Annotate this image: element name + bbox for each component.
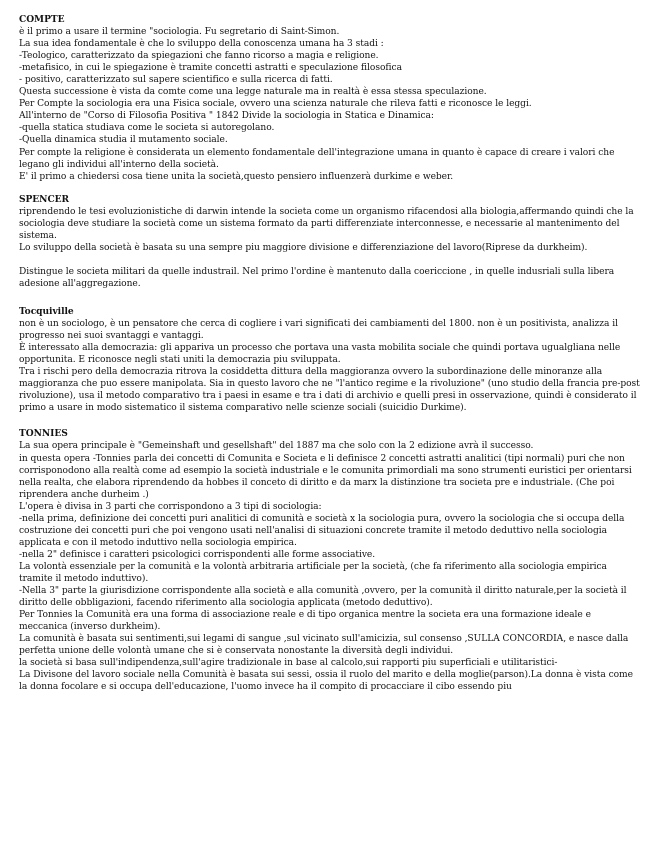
text-line: La sua opera principale è "Gemeinshaft und gesellshaft" del 1887 ma che solo con la 2 edizione avrà il successo. xyxy=(19,441,534,452)
text-line: Tra i rischi pero della democrazia ritrova la cosiddetta dittura della maggioranza ovvero la subordinazione delle minoranze alla maggioranza che puo essere manipolata. Sia in questo lavoro che ne "l'antico regime e la rivoluzione" (uno studio della francia pre-post rivoluzione), usa il metodo comparativo tra i paesi in esame e tra i dati di archivio e quelli presi in osservazione, quindi è considerato il primo a usare in modo sistematico il sistema comparativo nelle scienze sociali (suicidio Durkime). xyxy=(19,367,640,414)
section-heading: COMPTE xyxy=(19,14,65,25)
text-line: La comunità è basata sui sentimenti,sui legami di sangue ,sul vicinato sull'amicizia, sul consenso ,SULLA CONCORDIA, e nasce dalla perfetta unione delle volontà umane che si è conservata nonostante la diversità degli individui. xyxy=(19,634,629,657)
section-compte xyxy=(19,14,641,183)
text-line: È interessato alla democrazia: gli appariva un processo che portava una vasta mobilita sociale che quindi portava ugualgliana nelle opportunita. E riconosce negli stati uniti la democrazia piu sviluppata. xyxy=(19,343,621,366)
text-line: -metafisico, in cui le spiegazione è tramite concetti astratti e speculazione filosofica xyxy=(19,63,402,74)
text-line: La volontà essenziale per la comunità e la volontà arbitraria artificiale per la società, (che fa riferimento alla sociologia empirica tramite il metodo induttivo). xyxy=(19,561,607,584)
text-line: -nella prima, definizione dei concetti puri analitici di comunità e società x la sociologia pura, ovvero la sociologia che si occupa della costruzione dei concetti puri che poi vengono usati nell'analisi di situazioni concrete tramite il metodo deduttivo nella sociologia applicata e con il metodo induttivo nella sociologia empirica. xyxy=(19,513,625,548)
text-line: -Quella dinamica studia il mutamento sociale. xyxy=(19,135,228,146)
text-line: La sua idea fondamentale è che lo sviluppo della conoscenza umana ha 3 stadi : xyxy=(19,39,384,50)
text-paragraph: Distingue le societa militari da quelle industrail. Nel primo l'ordine è mantenuto dalla coericcione , in quelle indusriali sulla libera adesione all'aggregazione. xyxy=(19,266,615,289)
text-line: in questa opera -Tonnies parla dei concetti di Comunita e Societa e li definisce 2 concetti astratti analitici (tipi normali) puri che non corrisponodono alla realtà come ad esempio la società industriale e le comunita primordiali ma sono strumenti euristici per orientarsi nella realta, che elabora riprendendo da hobbes il conceto di diritto e da marx la distinzione tra societa pre e industriale. (Che poi riprendera anche durheim .) xyxy=(19,453,632,500)
text-line: -quella statica studiava come le societa si autoregolano. xyxy=(19,123,275,134)
text-line: Per Tonnies la Comunità era una forma di associazione reale e di tipo organica mentre la societa era una formazione ideale e meccanica (inverso durkheim). xyxy=(19,610,591,633)
text-line: Questa successione è vista da comte come una legge naturale ma in realtà è essa stessa speculazione. xyxy=(19,87,487,98)
section-spencer xyxy=(19,194,641,290)
section-tonnies xyxy=(19,428,641,693)
section-heading: SPENCER xyxy=(19,193,70,205)
text-line: - positivo, caratterizzato sul sapere scientifico e sulla ricerca di fatti. xyxy=(19,75,333,86)
text-line: non è un sociologo, è un pensatore che cerca di cogliere i vari significati dei cambiamenti del 1800. non è un positivista, analizza il progresso nei suoi svantaggi e vantaggi. xyxy=(19,319,618,342)
text-line: riprendendo le tesi evoluzionistiche di darwin intende la societa come un organismo rifacendosi alla biologia,affermando quindi che la sociologia deve studiare la società come un sistema formato da parti differenziate interconnesse, e necessarie al mantenimento del sistema. xyxy=(19,206,634,241)
text-line: è il primo a usare il termine "sociologia. Fu segretario di Saint-Simon. xyxy=(19,27,340,38)
text-line: -Teologico, caratterizzato da spiegazioni che fanno ricorso a magia e religione. xyxy=(19,51,379,62)
text-line: La Divisone del lavoro sociale nella Comunità è basata sui sessi, ossia il ruolo del marito e della moglie(parson).La donna è vista come la donna focolare e si occupa dell'educazione, l'uomo invece ha il compito di procacciare il cibo essendo piu xyxy=(19,670,633,693)
text-line: Per compte la religione è considerata un elemento fondamentale dell'integrazione umana in quanto è capace di creare i valori che legano gli individui all'interno della società. xyxy=(19,147,615,170)
section-tocqueville xyxy=(19,306,641,414)
text-line: Lo sviluppo della società è basata su una sempre piu maggiore divisione e differenziazione del lavoro(Riprese da durkheim). xyxy=(19,242,588,253)
text-line: All'interno de "Corso di Filosofia Positiva " 1842 Divide la sociologia in Statica e Dinamica: xyxy=(19,111,434,122)
text-line: -Nella 3" parte la giurisdizione corrispondente alla società e alla comunità ,ovvero, per la comunità il diritto naturale,per la società il diritto delle obbligazioni, facendo riferimento alla sociologia applicata (metodo deduttivo). xyxy=(19,586,627,609)
text-line: E' il primo a chiedersi cosa tiene unita la società,questo pensiero influenzerà durkime e weber. xyxy=(19,171,454,182)
document-page xyxy=(19,14,641,704)
section-heading: TONNIES xyxy=(19,428,68,440)
text-line: la società si basa sull'indipendenza,sull'agire tradizionale in base al calcolo,sui rapporti piu superficiali e utilitaristici- xyxy=(19,658,558,669)
section-heading: Tocquiville xyxy=(19,305,74,317)
text-line: L'opera è divisa in 3 parti che corrispondono a 3 tipi di sociologia: xyxy=(19,501,322,512)
text-line: -nella 2" definisce i caratteri psicologici corrispondenti alle forme associative. xyxy=(19,549,376,560)
text-line: Per Compte la sociologia era una Fisica sociale, ovvero una scienza naturale che rileva fatti e riconosce le leggi. xyxy=(19,99,532,110)
